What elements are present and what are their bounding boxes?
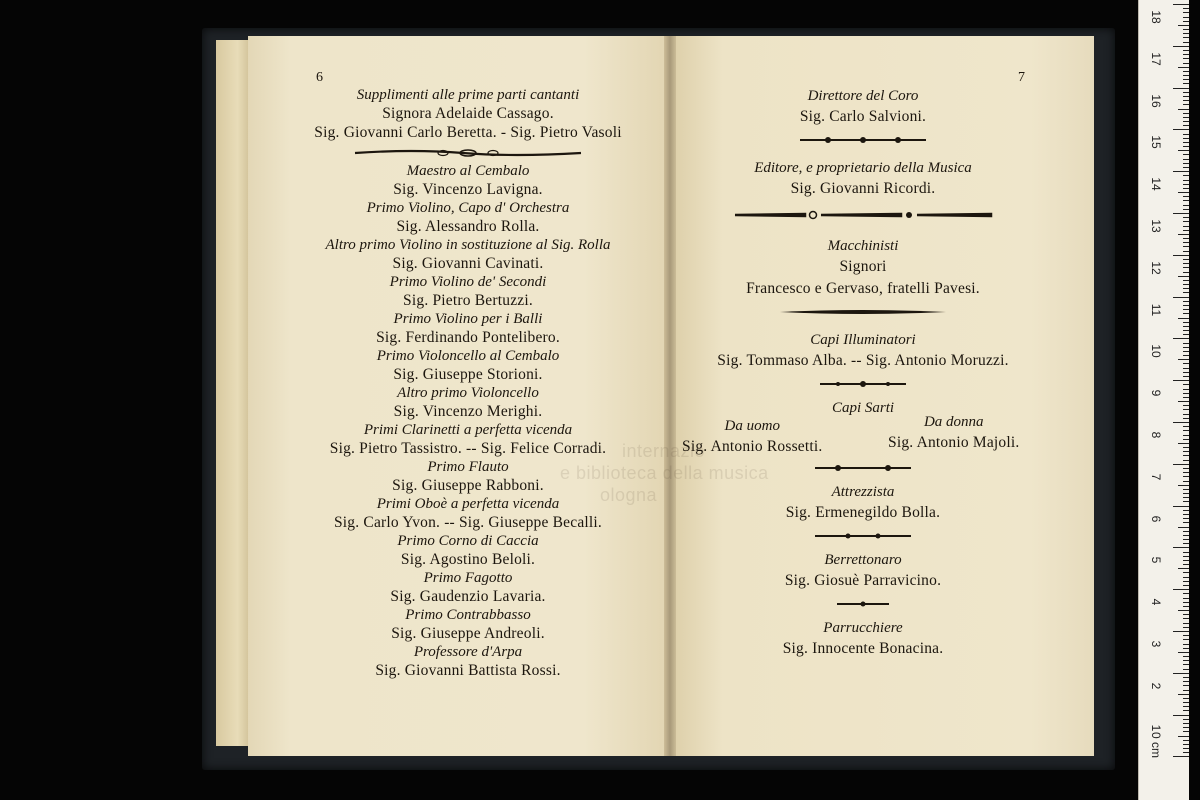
ruler-minor-tick [1183, 455, 1189, 456]
ruler-minor-tick [1183, 510, 1189, 511]
ruler-minor-tick [1183, 288, 1189, 289]
capi-sarti-block [676, 398, 1050, 464]
ruler-minor-tick [1183, 635, 1189, 636]
ruler-minor-tick [1183, 42, 1189, 43]
ruler-minor-tick [1183, 451, 1189, 452]
editore-name: Sig. Giovanni Ricordi. [790, 180, 936, 197]
entry-name: Sig. Alessandro Rolla. [396, 218, 540, 235]
ruler-minor-tick [1183, 744, 1189, 745]
ruler-major-tick [1173, 4, 1189, 5]
ruler-major-tick [1173, 422, 1189, 423]
ruler-major-tick [1173, 380, 1189, 381]
ruler-minor-tick [1178, 527, 1189, 528]
ruler-minor-tick [1183, 669, 1189, 670]
ruler-label: 4 [1149, 598, 1163, 606]
ruler-minor-tick [1183, 138, 1189, 139]
ruler-major-tick [1173, 631, 1189, 632]
berrettonaro-role: Berrettonaro [824, 552, 902, 568]
sarti-uomo [682, 416, 822, 458]
ruler-minor-tick [1183, 468, 1189, 469]
ruler-minor-tick [1183, 8, 1189, 9]
ruler-minor-tick [1183, 175, 1189, 176]
supplimenti-role: Supplimenti alle prime parti cantanti [356, 87, 580, 103]
ruler-minor-tick [1183, 560, 1189, 561]
entry-role: Primo Flauto [427, 459, 509, 475]
ruler-minor-tick [1183, 79, 1189, 80]
ruler-minor-tick [1183, 656, 1189, 657]
ornament-rule [676, 210, 1050, 220]
ruler-minor-tick [1183, 572, 1189, 573]
macchinisti-role: Macchinisti [827, 238, 899, 254]
sarti-donna-role: Da donna [923, 414, 984, 430]
sarti-uomo-role: Da uomo [724, 418, 780, 434]
ruler-major-tick [1173, 464, 1189, 465]
sarti-donna [888, 412, 1019, 454]
supplimenti-name-2: Sig. Giovanni Carlo Beretta. - Sig. Pietro Vasoli [314, 124, 622, 141]
ruler-minor-tick [1183, 685, 1189, 686]
entry-role: Primi Clarinetti a perfetta vicenda [363, 422, 573, 438]
ruler-minor-tick [1183, 435, 1189, 436]
ruler-minor-tick [1183, 21, 1189, 22]
ruler-minor-tick [1178, 318, 1189, 319]
ruler-minor-tick [1183, 623, 1189, 624]
ruler-minor-tick [1183, 489, 1189, 490]
ruler-minor-tick [1183, 37, 1189, 38]
ruler-minor-tick [1183, 117, 1189, 118]
ruler-minor-tick [1183, 539, 1189, 540]
ruler-label: 9 [1149, 389, 1163, 397]
ruler-minor-tick [1183, 710, 1189, 711]
ruler-minor-tick [1183, 748, 1189, 749]
ornament-rule [676, 136, 1050, 144]
ruler-label: 8 [1149, 431, 1163, 439]
ornament-rule [676, 532, 1050, 540]
ruler-minor-tick [1183, 334, 1189, 335]
ruler-minor-tick [1183, 543, 1189, 544]
ruler-minor-tick [1183, 355, 1189, 356]
ruler-minor-tick [1183, 418, 1189, 419]
ruler-minor-tick [1183, 159, 1189, 160]
ruler-minor-tick [1183, 17, 1189, 18]
ruler-minor-tick [1183, 752, 1189, 753]
ruler-minor-tick [1183, 522, 1189, 523]
ruler-minor-tick [1183, 242, 1189, 243]
ruler-minor-tick [1183, 618, 1189, 619]
macchinisti-sub: Signori [839, 258, 887, 275]
ruler-minor-tick [1178, 192, 1189, 193]
ruler-minor-tick [1183, 188, 1189, 189]
ruler-minor-tick [1183, 100, 1189, 101]
ruler-minor-tick [1183, 426, 1189, 427]
ruler-label: 17 [1149, 52, 1163, 66]
ruler-minor-tick [1178, 25, 1189, 26]
ruler-minor-tick [1183, 184, 1189, 185]
ruler-minor-tick [1183, 531, 1189, 532]
ruler-label: 11 [1149, 303, 1163, 316]
ruler-minor-tick [1183, 460, 1189, 461]
ruler-minor-tick [1183, 54, 1189, 55]
ruler-minor-tick [1183, 142, 1189, 143]
ruler-major-tick [1173, 129, 1189, 130]
ruler-minor-tick [1183, 740, 1189, 741]
ruler-minor-tick [1183, 376, 1189, 377]
ruler-minor-tick [1183, 200, 1189, 201]
illuminatori-name: Sig. Tommaso Alba. -- Sig. Antonio Moruzzi. [717, 352, 1009, 369]
ruler-major-tick [1173, 589, 1189, 590]
ruler-label: 14 [1149, 177, 1163, 191]
ornament-rule [676, 464, 1050, 472]
entry-name: Sig. Carlo Yvon. -- Sig. Giuseppe Becalli. [333, 514, 603, 531]
ruler-minor-tick [1183, 263, 1189, 264]
ruler-minor-tick [1183, 259, 1189, 260]
ruler-label: 2 [1149, 682, 1163, 690]
ruler-major-tick [1173, 171, 1189, 172]
ruler-minor-tick [1183, 351, 1189, 352]
ruler-minor-tick [1178, 67, 1189, 68]
attrezzista-role: Attrezzista [831, 484, 895, 500]
ruler-minor-tick [1183, 146, 1189, 147]
ruler-minor-tick [1178, 276, 1189, 277]
ruler-minor-tick [1183, 598, 1189, 599]
ruler-minor-tick [1183, 677, 1189, 678]
ruler-minor-tick [1183, 414, 1189, 415]
ruler-label: 3 [1149, 640, 1163, 648]
ruler-minor-tick [1183, 313, 1189, 314]
ruler-minor-tick [1183, 330, 1189, 331]
entry-role: Primo Violino de' Secondi [389, 274, 547, 290]
ruler-minor-tick [1183, 501, 1189, 502]
ruler-major-tick [1173, 255, 1189, 256]
ruler-minor-tick [1183, 660, 1189, 661]
ruler-minor-tick [1183, 593, 1189, 594]
ruler-minor-tick [1183, 322, 1189, 323]
entry-role: Professore d'Arpa [413, 644, 523, 660]
ruler-minor-tick [1183, 71, 1189, 72]
ruler-minor-tick [1183, 167, 1189, 168]
ruler-minor-tick [1178, 736, 1189, 737]
ruler-major-tick [1173, 506, 1189, 507]
ruler-minor-tick [1183, 372, 1189, 373]
ruler-minor-tick [1183, 577, 1189, 578]
entry-role: Altro primo Violoncello [397, 385, 539, 401]
ruler-minor-tick [1183, 280, 1189, 281]
ruler-minor-tick [1178, 359, 1189, 360]
entry-name: Sig. Gaudenzio Lavaria. [390, 588, 546, 605]
entry-role: Altro primo Violino in sostituzione al Sig. Rolla [325, 237, 611, 253]
ruler-minor-tick [1183, 163, 1189, 164]
ruler-minor-tick [1183, 535, 1189, 536]
ruler-minor-tick [1183, 113, 1189, 114]
ruler-minor-tick [1183, 727, 1189, 728]
ruler-minor-tick [1183, 309, 1189, 310]
ruler-minor-tick [1183, 104, 1189, 105]
ruler-minor-tick [1183, 389, 1189, 390]
ruler-label: 13 [1149, 219, 1163, 233]
ruler-minor-tick [1183, 518, 1189, 519]
ruler-label: 18 [1149, 10, 1163, 24]
right-page-text [676, 86, 1050, 660]
ruler-minor-tick [1183, 706, 1189, 707]
ruler-minor-tick [1183, 33, 1189, 34]
ruler-major-tick [1173, 297, 1189, 298]
ruler-minor-tick [1183, 702, 1189, 703]
ruler-major-tick [1173, 756, 1189, 757]
ruler-minor-tick [1183, 251, 1189, 252]
entry-role: Primo Violoncello al Cembalo [376, 348, 560, 364]
ruler-minor-tick [1183, 719, 1189, 720]
ruler-minor-tick [1183, 430, 1189, 431]
ruler-minor-tick [1183, 125, 1189, 126]
ruler-minor-tick [1183, 305, 1189, 306]
ruler-minor-tick [1183, 723, 1189, 724]
entry-role: Primo Fagotto [423, 570, 513, 586]
ruler-minor-tick [1183, 75, 1189, 76]
supplimenti-name-1: Signora Adelaide Cassago. [382, 105, 554, 122]
ruler-minor-tick [1178, 652, 1189, 653]
ruler-minor-tick [1183, 493, 1189, 494]
ruler-minor-tick [1183, 292, 1189, 293]
ruler-minor-tick [1178, 568, 1189, 569]
ruler-label: 6 [1149, 515, 1163, 522]
entry-name: Sig. Giuseppe Andreoli. [391, 625, 545, 642]
ruler-minor-tick [1183, 497, 1189, 498]
ruler-minor-tick [1183, 196, 1189, 197]
ruler-minor-tick [1183, 606, 1189, 607]
left-page-text [268, 86, 668, 680]
illuminatori-role: Capi Illuminatori [810, 332, 916, 348]
ruler-minor-tick [1183, 226, 1189, 227]
entry-name: Sig. Vincenzo Lavigna. [393, 181, 543, 198]
ruler-minor-tick [1183, 368, 1189, 369]
ruler-minor-tick [1183, 267, 1189, 268]
editore-role: Editore, e proprietario della Musica [754, 160, 972, 176]
ornament-rule [676, 380, 1050, 388]
ruler-minor-tick [1183, 347, 1189, 348]
ruler-minor-tick [1178, 234, 1189, 235]
entry-name: Sig. Pietro Bertuzzi. [403, 292, 533, 309]
ornament-rule [676, 308, 1050, 316]
berrettonaro-name: Sig. Giosuè Parravicino. [784, 572, 942, 589]
ruler-minor-tick [1183, 397, 1189, 398]
ruler-major-tick [1173, 46, 1189, 47]
ornament-rule [268, 148, 668, 158]
ruler-major-tick [1173, 88, 1189, 89]
ruler-minor-tick [1183, 585, 1189, 586]
ruler-minor-tick [1183, 731, 1189, 732]
ruler-minor-tick [1183, 92, 1189, 93]
ruler-minor-tick [1178, 150, 1189, 151]
ruler-minor-tick [1183, 301, 1189, 302]
ruler-minor-tick [1183, 154, 1189, 155]
ruler-minor-tick [1183, 648, 1189, 649]
ruler-label: 10 [1149, 344, 1163, 359]
ruler-minor-tick [1178, 694, 1189, 695]
ruler-label: 0 cm [1149, 732, 1163, 759]
ruler-minor-tick [1178, 610, 1189, 611]
ruler-minor-tick [1183, 552, 1189, 553]
ruler-minor-tick [1183, 602, 1189, 603]
ruler-minor-tick [1183, 363, 1189, 364]
ruler-minor-tick [1183, 409, 1189, 410]
ruler-minor-tick [1183, 472, 1189, 473]
attrezzista-name: Sig. Ermenegildo Bolla. [785, 504, 941, 521]
sarti-donna-name: Sig. Antonio Majoli. [888, 434, 1020, 451]
entry-name: Sig. Giovanni Battista Rossi. [375, 662, 561, 679]
entry-name: Sig. Pietro Tassistro. -- Sig. Felice Corradi. [329, 440, 607, 457]
ruler-minor-tick [1183, 514, 1189, 515]
ruler-label: 5 [1149, 557, 1163, 564]
ruler-label: 15 [1149, 135, 1163, 150]
ruler-major-tick [1173, 213, 1189, 214]
ruler-minor-tick [1183, 581, 1189, 582]
direttore-role: Direttore del Coro [807, 88, 919, 104]
entry-role: Primi Oboè a perfetta vicenda [376, 496, 560, 512]
entry-name: Sig. Ferdinando Pontelibero. [376, 329, 560, 346]
ruler-minor-tick [1183, 50, 1189, 51]
ruler-minor-tick [1183, 556, 1189, 557]
ruler-minor-tick [1183, 284, 1189, 285]
ornament-rule [676, 600, 1050, 608]
entry-name: Sig. Agostino Beloli. [400, 551, 536, 568]
ruler-minor-tick [1183, 180, 1189, 181]
ruler-minor-tick [1183, 405, 1189, 406]
ruler-minor-tick [1178, 443, 1189, 444]
ruler-minor-tick [1183, 639, 1189, 640]
ruler-minor-tick [1183, 384, 1189, 385]
entry-role: Primo Contrabbasso [405, 607, 531, 623]
ruler-minor-tick [1183, 644, 1189, 645]
ruler-major-tick [1173, 338, 1189, 339]
ruler-minor-tick [1183, 217, 1189, 218]
ruler-label: 7 [1149, 473, 1163, 481]
ruler-minor-tick [1183, 58, 1189, 59]
ruler-minor-tick [1183, 29, 1189, 30]
parrucchiere-role: Parrucchiere [823, 620, 903, 636]
left-page-number: 6 [316, 70, 323, 85]
entry-role: Primo Violino per i Balli [393, 311, 543, 327]
ruler-minor-tick [1183, 664, 1189, 665]
sarti-role: Capi Sarti [831, 400, 895, 416]
ruler-minor-tick [1183, 614, 1189, 615]
ruler-minor-tick [1178, 109, 1189, 110]
ruler-minor-tick [1183, 96, 1189, 97]
ruler-minor-tick [1183, 481, 1189, 482]
entry-role: Maestro al Cembalo [406, 163, 530, 179]
ruler-minor-tick [1178, 401, 1189, 402]
ruler-minor-tick [1183, 447, 1189, 448]
ruler-label: 12 [1149, 261, 1163, 275]
entry-name: Sig. Giuseppe Rabboni. [392, 477, 544, 494]
ruler-minor-tick [1178, 485, 1189, 486]
ruler-minor-tick [1183, 698, 1189, 699]
ruler-minor-tick [1183, 209, 1189, 210]
ruler-minor-tick [1183, 272, 1189, 273]
ruler-minor-tick [1183, 681, 1189, 682]
ruler-minor-tick [1183, 246, 1189, 247]
macchinisti-name: Francesco e Gervaso, fratelli Pavesi. [746, 280, 980, 297]
ruler-major-tick [1173, 547, 1189, 548]
cm-ruler [1138, 0, 1189, 800]
entry-name: Sig. Giovanni Cavinati. [392, 255, 544, 272]
ruler-minor-tick [1183, 63, 1189, 64]
ruler-minor-tick [1183, 238, 1189, 239]
ruler-major-tick [1173, 673, 1189, 674]
ruler-minor-tick [1183, 83, 1189, 84]
ruler-minor-tick [1183, 121, 1189, 122]
ruler-minor-tick [1183, 326, 1189, 327]
ruler-minor-tick [1183, 343, 1189, 344]
sarti-uomo-name: Sig. Antonio Rossetti. [682, 438, 823, 455]
ruler-label: 1 [1149, 724, 1163, 731]
parrucchiere-name: Sig. Innocente Bonacina. [782, 640, 944, 657]
entry-role: Primo Violino, Capo d' Orchestra [366, 200, 570, 216]
ruler-minor-tick [1183, 134, 1189, 135]
entry-role: Primo Corno di Caccia [397, 533, 539, 549]
binding-edge [216, 40, 252, 746]
ruler-minor-tick [1183, 205, 1189, 206]
direttore-name: Sig. Carlo Salvioni. [799, 108, 927, 125]
right-page-number: 7 [1018, 70, 1025, 85]
entry-name: Sig. Giuseppe Storioni. [393, 366, 543, 383]
ruler-minor-tick [1183, 221, 1189, 222]
entry-name: Sig. Vincenzo Merighi. [393, 403, 543, 420]
ruler-minor-tick [1183, 439, 1189, 440]
ruler-minor-tick [1183, 230, 1189, 231]
ruler-minor-tick [1183, 690, 1189, 691]
ruler-minor-tick [1183, 627, 1189, 628]
ruler-minor-tick [1183, 12, 1189, 13]
ruler-major-tick [1173, 715, 1189, 716]
ruler-label: 16 [1149, 93, 1163, 108]
ruler-minor-tick [1183, 393, 1189, 394]
ruler-minor-tick [1183, 476, 1189, 477]
ruler-minor-tick [1183, 564, 1189, 565]
